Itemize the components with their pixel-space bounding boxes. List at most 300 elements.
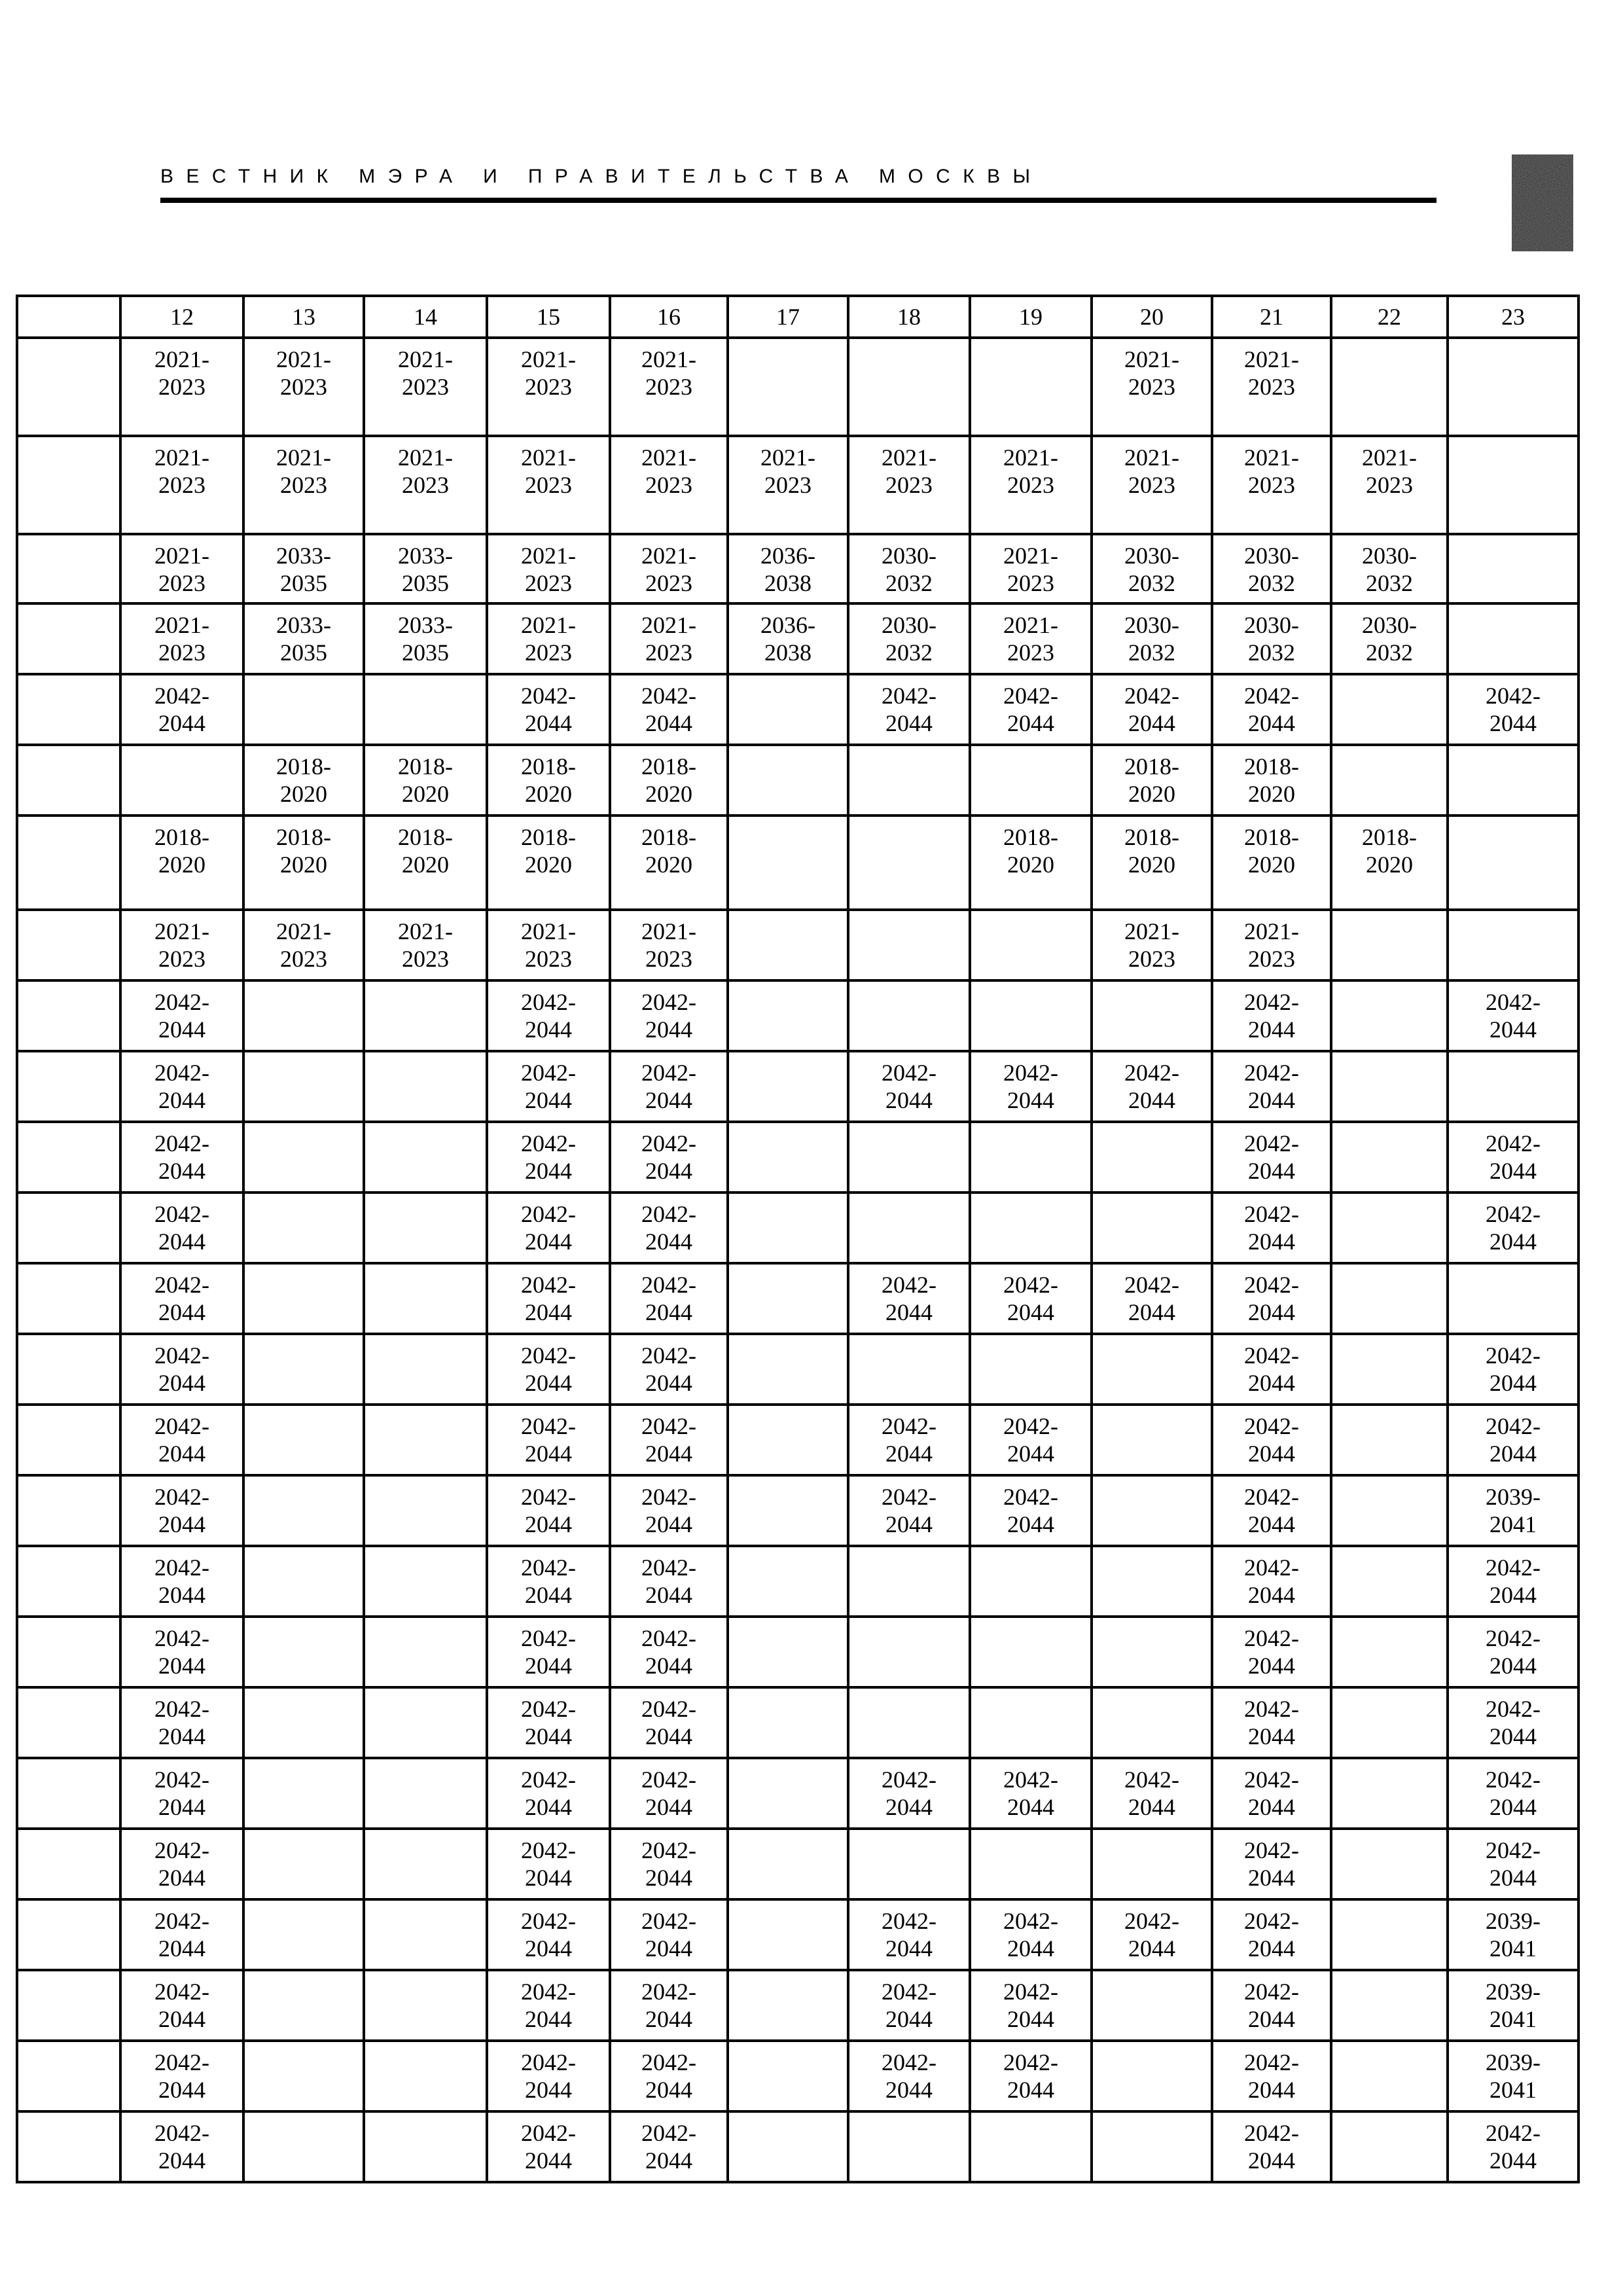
period-cell <box>364 1546 487 1617</box>
period-cell <box>1448 603 1578 674</box>
period-cell: 2030- 2032 <box>848 534 970 603</box>
period-cell: 2042- 2044 <box>610 1051 728 1122</box>
period-cell <box>728 1193 848 1263</box>
period-cell: 2042- 2044 <box>610 1263 728 1334</box>
period-cell <box>364 1334 487 1405</box>
period-cell: 2021- 2023 <box>1092 338 1212 436</box>
row-label-cell <box>17 1970 120 2041</box>
period-cell: 2021- 2023 <box>243 910 364 980</box>
period-cell: 2021- 2023 <box>487 603 610 674</box>
period-cell <box>1092 1687 1212 1758</box>
period-cell: 2042- 2044 <box>610 1193 728 1263</box>
period-cell <box>1448 1263 1578 1334</box>
period-cell <box>728 674 848 745</box>
table-row <box>17 745 1578 816</box>
row-label-cell <box>17 1617 120 1687</box>
period-cell: 2042- 2044 <box>1212 1475 1331 1546</box>
row-label-cell <box>17 1334 120 1405</box>
table-row <box>17 1122 1578 1193</box>
period-cell: 2042- 2044 <box>1212 1051 1331 1122</box>
period-cell: 2042- 2044 <box>1212 1899 1331 1970</box>
period-cell <box>1331 1193 1448 1263</box>
period-cell: 2042- 2044 <box>120 1193 243 1263</box>
period-cell: 2042- 2044 <box>120 1687 243 1758</box>
period-cell <box>728 2111 848 2182</box>
period-cell <box>728 1899 848 1970</box>
period-cell: 2042- 2044 <box>1212 1758 1331 1829</box>
period-cell <box>728 1051 848 1122</box>
period-cell <box>243 1475 364 1546</box>
period-cell: 2039- 2041 <box>1448 1475 1578 1546</box>
period-cell: 2042- 2044 <box>120 2041 243 2111</box>
period-cell: 2042- 2044 <box>848 1263 970 1334</box>
period-cell <box>364 1617 487 1687</box>
period-cell <box>1448 534 1578 603</box>
period-cell <box>970 1829 1092 1899</box>
period-cell: 2042- 2044 <box>487 1405 610 1475</box>
period-cell <box>243 980 364 1051</box>
period-cell: 2021- 2023 <box>1092 436 1212 534</box>
period-cell: 2042- 2044 <box>120 980 243 1051</box>
period-cell: 2042- 2044 <box>970 1970 1092 2041</box>
period-cell: 2042- 2044 <box>970 1051 1092 1122</box>
period-cell: 2042- 2044 <box>1212 1829 1331 1899</box>
period-cell: 2021- 2023 <box>1212 436 1331 534</box>
table-row <box>17 1334 1578 1405</box>
period-cell: 2042- 2044 <box>1212 980 1331 1051</box>
period-cell <box>848 910 970 980</box>
period-cell: 2030- 2032 <box>1331 603 1448 674</box>
period-cell: 2042- 2044 <box>610 2041 728 2111</box>
period-cell: 2042- 2044 <box>610 1829 728 1899</box>
period-cell: 2042- 2044 <box>120 1829 243 1899</box>
period-cell: 2018- 2020 <box>1331 816 1448 910</box>
period-cell: 2042- 2044 <box>1448 1687 1578 1758</box>
period-cell: 2018- 2020 <box>610 745 728 816</box>
period-cell <box>1331 910 1448 980</box>
period-cell: 2021- 2023 <box>1331 436 1448 534</box>
period-cell <box>364 1758 487 1829</box>
period-cell <box>1092 2111 1212 2182</box>
period-cell: 2042- 2044 <box>848 1899 970 1970</box>
period-cell: 2021- 2023 <box>120 436 243 534</box>
period-cell <box>1331 1829 1448 1899</box>
period-cell <box>848 1334 970 1405</box>
period-cell: 2042- 2044 <box>1448 2111 1578 2182</box>
period-cell: 2042- 2044 <box>120 1263 243 1334</box>
period-cell <box>1092 1617 1212 1687</box>
period-cell <box>1331 674 1448 745</box>
period-cell: 2042- 2044 <box>848 1970 970 2041</box>
corner-thumb-mark <box>1512 154 1573 251</box>
period-cell <box>243 1122 364 1193</box>
period-cell: 2021- 2023 <box>243 436 364 534</box>
period-cell <box>243 2041 364 2111</box>
period-cell <box>1092 1970 1212 2041</box>
period-cell: 2042- 2044 <box>1448 1546 1578 1617</box>
row-label-cell <box>17 338 120 436</box>
period-cell: 2030- 2032 <box>1331 534 1448 603</box>
period-cell <box>1331 1758 1448 1829</box>
period-cell <box>970 1334 1092 1405</box>
period-cell: 2042- 2044 <box>1092 1758 1212 1829</box>
period-cell <box>243 1263 364 1334</box>
row-label-cell <box>17 1546 120 1617</box>
period-cell <box>728 338 848 436</box>
row-label-cell <box>17 1263 120 1334</box>
period-cell <box>364 1122 487 1193</box>
period-cell <box>728 1546 848 1617</box>
period-cell: 2042- 2044 <box>120 1899 243 1970</box>
period-cell <box>243 1617 364 1687</box>
row-label-cell <box>17 674 120 745</box>
period-cell: 2042- 2044 <box>1448 1405 1578 1475</box>
period-cell <box>364 1405 487 1475</box>
period-cell: 2021- 2023 <box>970 603 1092 674</box>
row-label-cell <box>17 1122 120 1193</box>
table-row <box>17 1546 1578 1617</box>
period-cell: 2021- 2023 <box>487 534 610 603</box>
period-cell <box>970 1617 1092 1687</box>
period-cell <box>1092 1475 1212 1546</box>
period-cell <box>364 1475 487 1546</box>
period-cell <box>728 1475 848 1546</box>
period-cell: 2042- 2044 <box>1212 1405 1331 1475</box>
period-cell: 2021- 2023 <box>1212 338 1331 436</box>
period-cell: 2042- 2044 <box>487 1617 610 1687</box>
table-row <box>17 2111 1578 2182</box>
period-cell <box>1331 1122 1448 1193</box>
schedule-table <box>16 295 1580 2183</box>
period-cell <box>1092 1405 1212 1475</box>
period-cell: 2042- 2044 <box>120 1617 243 1687</box>
row-label-cell <box>17 745 120 816</box>
period-cell: 2036- 2038 <box>728 603 848 674</box>
row-label-cell <box>17 1475 120 1546</box>
period-cell <box>120 745 243 816</box>
row-label-cell <box>17 2111 120 2182</box>
period-cell: 2021- 2023 <box>120 534 243 603</box>
period-cell <box>728 1263 848 1334</box>
table-row <box>17 1405 1578 1475</box>
period-cell: 2042- 2044 <box>1212 1546 1331 1617</box>
period-cell: 2018- 2020 <box>1092 816 1212 910</box>
period-cell: 2042- 2044 <box>487 1546 610 1617</box>
period-cell: 2042- 2044 <box>1212 1193 1331 1263</box>
column-number-cell: 13 <box>243 296 364 338</box>
period-cell <box>848 338 970 436</box>
period-cell <box>848 1193 970 1263</box>
period-cell <box>243 1546 364 1617</box>
period-cell: 2021- 2023 <box>1092 910 1212 980</box>
period-cell <box>1331 1617 1448 1687</box>
period-cell: 2042- 2044 <box>487 980 610 1051</box>
period-cell <box>1331 1263 1448 1334</box>
period-cell <box>1331 1051 1448 1122</box>
period-cell: 2030- 2032 <box>1092 534 1212 603</box>
period-cell <box>1331 980 1448 1051</box>
period-cell: 2042- 2044 <box>970 1899 1092 1970</box>
period-cell: 2030- 2032 <box>1092 603 1212 674</box>
period-cell: 2021- 2023 <box>120 338 243 436</box>
column-number-row <box>17 296 1578 338</box>
period-cell: 2042- 2044 <box>1448 1334 1578 1405</box>
table-row <box>17 674 1578 745</box>
period-cell: 2018- 2020 <box>970 816 1092 910</box>
period-cell: 2021- 2023 <box>487 436 610 534</box>
period-cell <box>848 1829 970 1899</box>
row-label-cell <box>17 534 120 603</box>
period-cell <box>1092 2041 1212 2111</box>
period-cell: 2042- 2044 <box>1092 674 1212 745</box>
period-cell: 2021- 2023 <box>120 910 243 980</box>
period-cell <box>364 1970 487 2041</box>
period-cell: 2021- 2023 <box>487 338 610 436</box>
row-label-cell <box>17 1051 120 1122</box>
period-cell <box>728 1758 848 1829</box>
period-cell <box>970 1122 1092 1193</box>
period-cell: 2042- 2044 <box>970 674 1092 745</box>
period-cell: 2042- 2044 <box>487 1687 610 1758</box>
period-cell <box>1331 1405 1448 1475</box>
row-label-cell <box>17 1193 120 1263</box>
period-cell: 2018- 2020 <box>1212 745 1331 816</box>
row-label-cell <box>17 603 120 674</box>
period-cell: 2042- 2044 <box>487 2041 610 2111</box>
period-cell: 2042- 2044 <box>610 1546 728 1617</box>
period-cell: 2042- 2044 <box>487 1051 610 1122</box>
period-cell <box>243 1405 364 1475</box>
period-cell <box>728 1405 848 1475</box>
period-cell: 2042- 2044 <box>610 1970 728 2041</box>
period-cell <box>1331 1546 1448 1617</box>
period-cell <box>1331 745 1448 816</box>
table-row <box>17 1051 1578 1122</box>
period-cell <box>1331 1970 1448 2041</box>
period-cell <box>1448 910 1578 980</box>
period-cell: 2039- 2041 <box>1448 1970 1578 2041</box>
row-label-cell <box>17 910 120 980</box>
period-cell <box>848 980 970 1051</box>
period-cell <box>728 745 848 816</box>
period-cell <box>848 1546 970 1617</box>
table-row <box>17 2041 1578 2111</box>
period-cell: 2042- 2044 <box>970 1263 1092 1334</box>
table-row <box>17 1829 1578 1899</box>
period-cell: 2042- 2044 <box>120 1546 243 1617</box>
period-cell <box>848 745 970 816</box>
period-cell <box>848 1617 970 1687</box>
column-number-cell: 17 <box>728 296 848 338</box>
period-cell: 2018- 2020 <box>487 745 610 816</box>
period-cell <box>364 2111 487 2182</box>
period-cell <box>1448 816 1578 910</box>
column-number-cell: 19 <box>970 296 1092 338</box>
period-cell <box>848 2111 970 2182</box>
period-cell: 2042- 2044 <box>1092 1263 1212 1334</box>
period-cell <box>243 674 364 745</box>
period-cell <box>728 1617 848 1687</box>
period-cell: 2042- 2044 <box>487 1970 610 2041</box>
period-cell: 2042- 2044 <box>610 1687 728 1758</box>
period-cell <box>1331 2041 1448 2111</box>
period-cell: 2042- 2044 <box>487 1829 610 1899</box>
period-cell <box>728 1334 848 1405</box>
period-cell: 2042- 2044 <box>487 1122 610 1193</box>
period-cell: 2021- 2023 <box>364 436 487 534</box>
column-number-cell: 14 <box>364 296 487 338</box>
period-cell: 2042- 2044 <box>970 1405 1092 1475</box>
period-cell <box>364 980 487 1051</box>
table-row <box>17 1193 1578 1263</box>
period-cell <box>243 1193 364 1263</box>
period-cell <box>970 338 1092 436</box>
period-cell: 2042- 2044 <box>1212 1263 1331 1334</box>
period-cell: 2021- 2023 <box>610 338 728 436</box>
period-cell: 2042- 2044 <box>610 2111 728 2182</box>
column-number-cell <box>17 296 120 338</box>
table-row <box>17 534 1578 603</box>
period-cell: 2042- 2044 <box>120 1405 243 1475</box>
period-cell: 2042- 2044 <box>120 674 243 745</box>
period-cell: 2036- 2038 <box>728 534 848 603</box>
period-cell: 2042- 2044 <box>610 1405 728 1475</box>
running-head <box>160 162 1436 201</box>
period-cell <box>1448 436 1578 534</box>
row-label-cell <box>17 1899 120 1970</box>
period-cell <box>1448 1051 1578 1122</box>
period-cell: 2042- 2044 <box>848 1475 970 1546</box>
period-cell <box>243 1829 364 1899</box>
period-cell: 2042- 2044 <box>120 1122 243 1193</box>
period-cell: 2042- 2044 <box>487 2111 610 2182</box>
period-cell: 2021- 2023 <box>610 910 728 980</box>
period-cell: 2042- 2044 <box>610 1475 728 1546</box>
column-number-cell: 16 <box>610 296 728 338</box>
column-number-cell: 12 <box>120 296 243 338</box>
period-cell: 2042- 2044 <box>848 1051 970 1122</box>
period-cell: 2042- 2044 <box>487 1475 610 1546</box>
period-cell <box>728 816 848 910</box>
period-cell: 2042- 2044 <box>487 1263 610 1334</box>
period-cell: 2042- 2044 <box>1212 674 1331 745</box>
period-cell <box>970 745 1092 816</box>
period-cell: 2042- 2044 <box>1448 674 1578 745</box>
period-cell <box>1331 1334 1448 1405</box>
period-cell: 2042- 2044 <box>610 1122 728 1193</box>
period-cell <box>364 2041 487 2111</box>
period-cell: 2033- 2035 <box>364 534 487 603</box>
period-cell <box>970 1193 1092 1263</box>
period-cell: 2042- 2044 <box>970 1475 1092 1546</box>
period-cell: 2030- 2032 <box>848 603 970 674</box>
row-label-cell <box>17 1687 120 1758</box>
period-cell <box>728 1122 848 1193</box>
period-cell <box>1331 1899 1448 1970</box>
period-cell: 2042- 2044 <box>1212 2041 1331 2111</box>
table-row <box>17 1970 1578 2041</box>
period-cell: 2030- 2032 <box>1212 603 1331 674</box>
column-number-cell: 23 <box>1448 296 1578 338</box>
period-cell <box>364 1263 487 1334</box>
row-label-cell <box>17 980 120 1051</box>
period-cell <box>1331 1687 1448 1758</box>
period-cell: 2042- 2044 <box>848 2041 970 2111</box>
period-cell: 2042- 2044 <box>848 674 970 745</box>
period-cell: 2018- 2020 <box>243 745 364 816</box>
period-cell <box>1092 1122 1212 1193</box>
period-cell: 2042- 2044 <box>1212 1334 1331 1405</box>
period-cell <box>1448 745 1578 816</box>
header-rule <box>160 198 1436 203</box>
table-row <box>17 1263 1578 1334</box>
period-cell: 2042- 2044 <box>970 1758 1092 1829</box>
period-cell: 2042- 2044 <box>848 1758 970 1829</box>
period-cell: 2042- 2044 <box>487 1193 610 1263</box>
period-cell: 2021- 2023 <box>1212 910 1331 980</box>
period-cell <box>364 674 487 745</box>
period-cell: 2042- 2044 <box>487 1899 610 1970</box>
period-cell: 2042- 2044 <box>610 1617 728 1687</box>
schedule-table-body <box>17 296 1578 2182</box>
period-cell: 2033- 2035 <box>243 534 364 603</box>
period-cell: 2021- 2023 <box>364 910 487 980</box>
period-cell: 2042- 2044 <box>610 1758 728 1829</box>
period-cell: 2042- 2044 <box>487 1758 610 1829</box>
period-cell <box>243 1758 364 1829</box>
period-cell <box>243 1334 364 1405</box>
period-cell <box>728 2041 848 2111</box>
period-cell: 2030- 2032 <box>1212 534 1331 603</box>
period-cell <box>1331 2111 1448 2182</box>
period-cell: 2021- 2023 <box>364 338 487 436</box>
period-cell <box>728 980 848 1051</box>
period-cell <box>728 1970 848 2041</box>
period-cell <box>364 1687 487 1758</box>
column-number-cell: 21 <box>1212 296 1331 338</box>
period-cell: 2042- 2044 <box>120 1334 243 1405</box>
period-cell <box>728 1829 848 1899</box>
period-cell <box>848 1687 970 1758</box>
period-cell <box>970 1687 1092 1758</box>
period-cell: 2033- 2035 <box>364 603 487 674</box>
period-cell <box>364 1829 487 1899</box>
period-cell <box>848 816 970 910</box>
period-cell <box>243 1899 364 1970</box>
period-cell: 2039- 2041 <box>1448 2041 1578 2111</box>
period-cell: 2042- 2044 <box>1212 1617 1331 1687</box>
period-cell <box>243 1687 364 1758</box>
table-row <box>17 980 1578 1051</box>
period-cell: 2021- 2023 <box>243 338 364 436</box>
period-cell: 2042- 2044 <box>610 1899 728 1970</box>
period-cell: 2042- 2044 <box>1448 1758 1578 1829</box>
period-cell: 2018- 2020 <box>243 816 364 910</box>
table-row <box>17 1617 1578 1687</box>
period-cell: 2021- 2023 <box>970 436 1092 534</box>
period-cell: 2042- 2044 <box>610 980 728 1051</box>
period-cell <box>1331 338 1448 436</box>
period-cell <box>848 1122 970 1193</box>
period-cell: 2042- 2044 <box>1212 1122 1331 1193</box>
table-row <box>17 1758 1578 1829</box>
period-cell: 2042- 2044 <box>120 1051 243 1122</box>
period-cell: 2021- 2023 <box>120 603 243 674</box>
table-row <box>17 603 1578 674</box>
period-cell: 2021- 2023 <box>970 534 1092 603</box>
period-cell: 2042- 2044 <box>1212 1687 1331 1758</box>
period-cell <box>1092 1334 1212 1405</box>
